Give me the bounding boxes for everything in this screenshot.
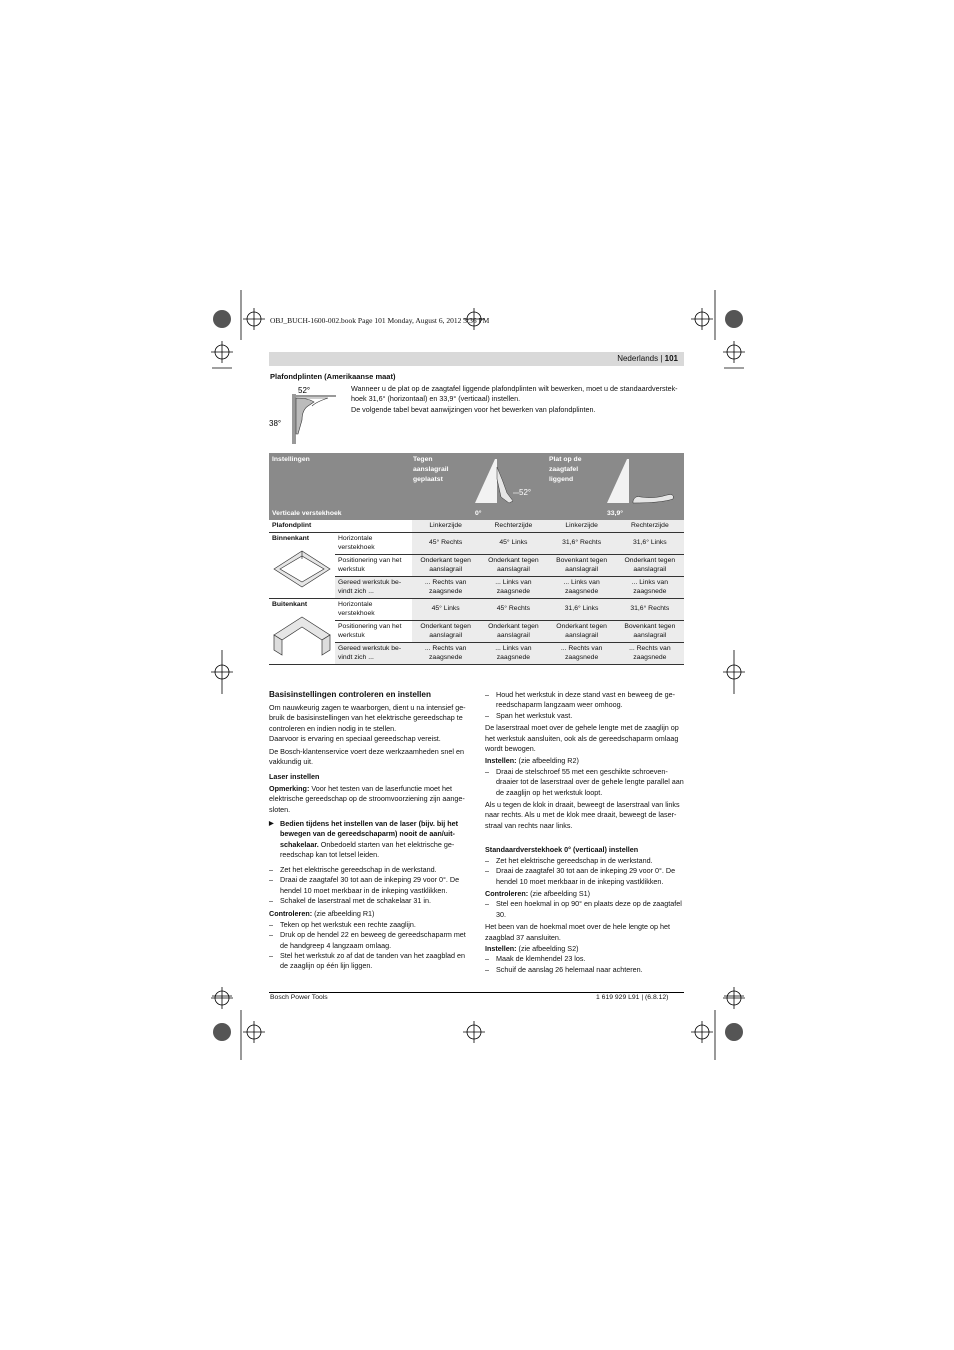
fence-illustration <box>473 457 543 507</box>
list-item: – Draai de stelschroef 55 met een geschikte schroeven-draaier tot de laserstraal over de gehele lengte parallel aan de zaaglijn op het werkstuk loopt. <box>485 767 685 798</box>
page-header: Nederlands | 101 <box>269 352 684 366</box>
warning: ▶ Bedien tijdens het instellen van de laser (bijv. bij het bewegen van de gereedschaparm) nooit de aan/uit-schakelaar. Onbedoeld starten van het elektrische ge-reedschap kan tot letsel leiden. <box>269 819 470 861</box>
table-subheader: Plafondplint Linkerzijde Rechterzijde Linkerzijde Rechterzijde <box>269 520 684 532</box>
vertical-angle-label: Verticale verstekhoek <box>272 510 342 517</box>
table-header <box>269 453 684 520</box>
list-item: – Stel een hoekmal in op 90° en plaats deze op de zaagtafel 30. <box>485 899 685 920</box>
note: Opmerking: Voor het testen van de laserfunctie moet het elektrische gereedschap op de stroomvoorziening zijn aange-sloten. <box>269 783 465 814</box>
list-item: – Druk op de hendel 22 en beweeg de gereedschaparm met de handgreep 4 langzaam omlaag. <box>269 930 470 951</box>
intro-text <box>351 384 684 415</box>
paragraph: Als u tegen de klok in draait, beweegt de laserstraal van links naar rechts. Als u met de klok mee draait, beweegt de laser-straal van rechts naar links. <box>485 800 680 830</box>
section-title: Plafondplinten (Amerikaanse maat) <box>270 372 396 381</box>
group-outside: Buitenkant <box>269 598 335 664</box>
header-col-fence: Tegen aanslagrail geplaatst <box>413 456 449 483</box>
print-slug: OBJ_BUCH-1600-002.book Page 101 Monday, August 6, 2012 3:36 PM <box>270 316 490 325</box>
subsection-standard-angle: Standaardverstekhoek 0° (verticaal) instellen <box>485 845 639 855</box>
list-item: – Draai de zaagtafel 30 tot aan de inkeping 29 voor 0°. De hendel 10 moet merkbaar in de inkeping vastklikken. <box>269 875 470 896</box>
header-col-flat: Plat op de zaagtafel liggend <box>549 456 582 483</box>
group-inside: Binnenkant <box>269 532 335 598</box>
paragraph: Daarvoor is ervaring en speciaal gereedschap vereist. <box>269 734 441 744</box>
header-settings: Instellingen <box>272 456 310 463</box>
list-item: – Zet het elektrische gereedschap in de werkstand. <box>269 865 470 875</box>
flat-illustration <box>605 457 681 507</box>
right-column <box>485 690 685 975</box>
list-item: – Houd het werkstuk in deze stand vast en beweeg de ge-reedschaparm langzaam weer omhoog. <box>485 690 685 711</box>
paragraph: De Bosch-klantenservice voert deze werkzaamheden snel en vakkundig uit. <box>269 746 464 767</box>
intro-paragraph-2: De volgende tabel bevat aanwijzingen voor het bewerken van plafondplinten. <box>351 404 596 414</box>
footer-docnumber: 1 619 929 L91 | (6.8.12) <box>596 994 669 1001</box>
left-column <box>269 690 470 972</box>
set-heading: Instellen: (zie afbeelding R2) <box>485 756 579 766</box>
page-number: 101 <box>664 354 678 363</box>
angle-label-top: 52° <box>298 386 311 395</box>
paragraph: Om nauwkeurig zagen te waarborgen, dient u na intensief ge-bruik de basisinstellingen van het elektrische gereedschap te controleren en indien nodig in te stellen. <box>269 703 466 733</box>
subsection-laser: Laser instellen <box>269 772 320 782</box>
table-row: Binnenkant Horizontale verstekhoek 45° Rechts 45° Links 31,6° Rechts 31,6° Links <box>269 532 684 554</box>
angle-label-left: 38° <box>269 419 282 428</box>
check-heading: Controleren: (zie afbeelding S1) <box>485 888 591 898</box>
settings-table <box>269 520 684 665</box>
outside-corner-icon <box>272 613 332 659</box>
table-row: Positionering van het werkstuk Onderkant tegen aanslagrail Onderkant tegen aanslagrail Onderkant tegen aanslagrail Bovenkant tegen aanslagrail <box>269 620 684 642</box>
list-item: – Span het werkstuk vast. <box>485 711 685 721</box>
table-row: Gereed werkstuk be-vindt zich ... ... Rechts van zaagsnede ... Links van zaagsnede ... Rechts van zaagsnede ... Rechts van zaagsnede <box>269 642 684 664</box>
vertical-angle-value-2: 33,9° <box>607 510 623 517</box>
check-heading: Controleren: (zie afbeelding R1) <box>269 909 375 919</box>
list-item: – Schuif de aanslag 26 helemaal naar achteren. <box>485 965 685 975</box>
footer-rule <box>269 992 684 993</box>
list-item: – Teken op het werkstuk een rechte zaaglijn. <box>269 920 470 930</box>
header-language: Nederlands <box>617 354 659 363</box>
paragraph: De laserstraal moet over de gehele lengte met de zaaglijn op het werkstuk aansluiten, ook als de gereedschaparm omlaag wordt bewogen. <box>485 723 679 754</box>
list-item: – Schakel de laserstraal met de schakelaar 31 in. <box>269 896 470 906</box>
crown-molding-illustration <box>268 384 338 446</box>
intro-paragraph-1: Wanneer u de plat op de zaagtafel liggende plafondplinten wilt bewerken, moet u de standaardverstek-hoek 31,6° (horizontaal) en 33,9° (verticaal) instellen. <box>351 384 678 404</box>
table-row: Gereed werkstuk be-vindt zich ... ... Rechts van zaagsnede ... Links van zaagsnede ... Links van zaagsnede ... Links van zaagsnede <box>269 576 684 598</box>
list-item: – Maak de klemhendel 23 los. <box>485 954 685 964</box>
fence-angle-label: 52° <box>519 488 532 497</box>
list-item: – Stel het werkstuk zo af dat de tanden van het zaagblad en de zaaglijn op één lijn liggen. <box>269 951 470 972</box>
inside-corner-icon <box>272 547 332 593</box>
table-row: Buitenkant Horizontale verstekhoek 45° Links 45° Rechts 31,6° Links 31,6° Rechts <box>269 598 684 620</box>
footer-brand: Bosch Power Tools <box>270 994 328 1001</box>
section-title-basic: Basisinstellingen controleren en instellen <box>269 690 431 699</box>
list-item: – Zet het elektrische gereedschap in de werkstand. <box>485 856 685 866</box>
vertical-angle-value-1: 0° <box>475 510 482 517</box>
paragraph: Het been van de hoekmal moet over de hele lengte op het zaagblad 37 aansluiten. <box>485 922 671 942</box>
list-item: – Draai de zaagtafel 30 tot aan de inkeping 29 voor 0°. De hendel 10 moet merkbaar in de inkeping vastklikken. <box>485 866 685 887</box>
set-heading: Instellen: (zie afbeelding S2) <box>485 943 579 953</box>
table-row: Positionering van het werkstuk Onderkant tegen aanslagrail Onderkant tegen aanslagrail Bovenkant tegen aanslagrail Onderkant tegen aanslagrail <box>269 554 684 576</box>
